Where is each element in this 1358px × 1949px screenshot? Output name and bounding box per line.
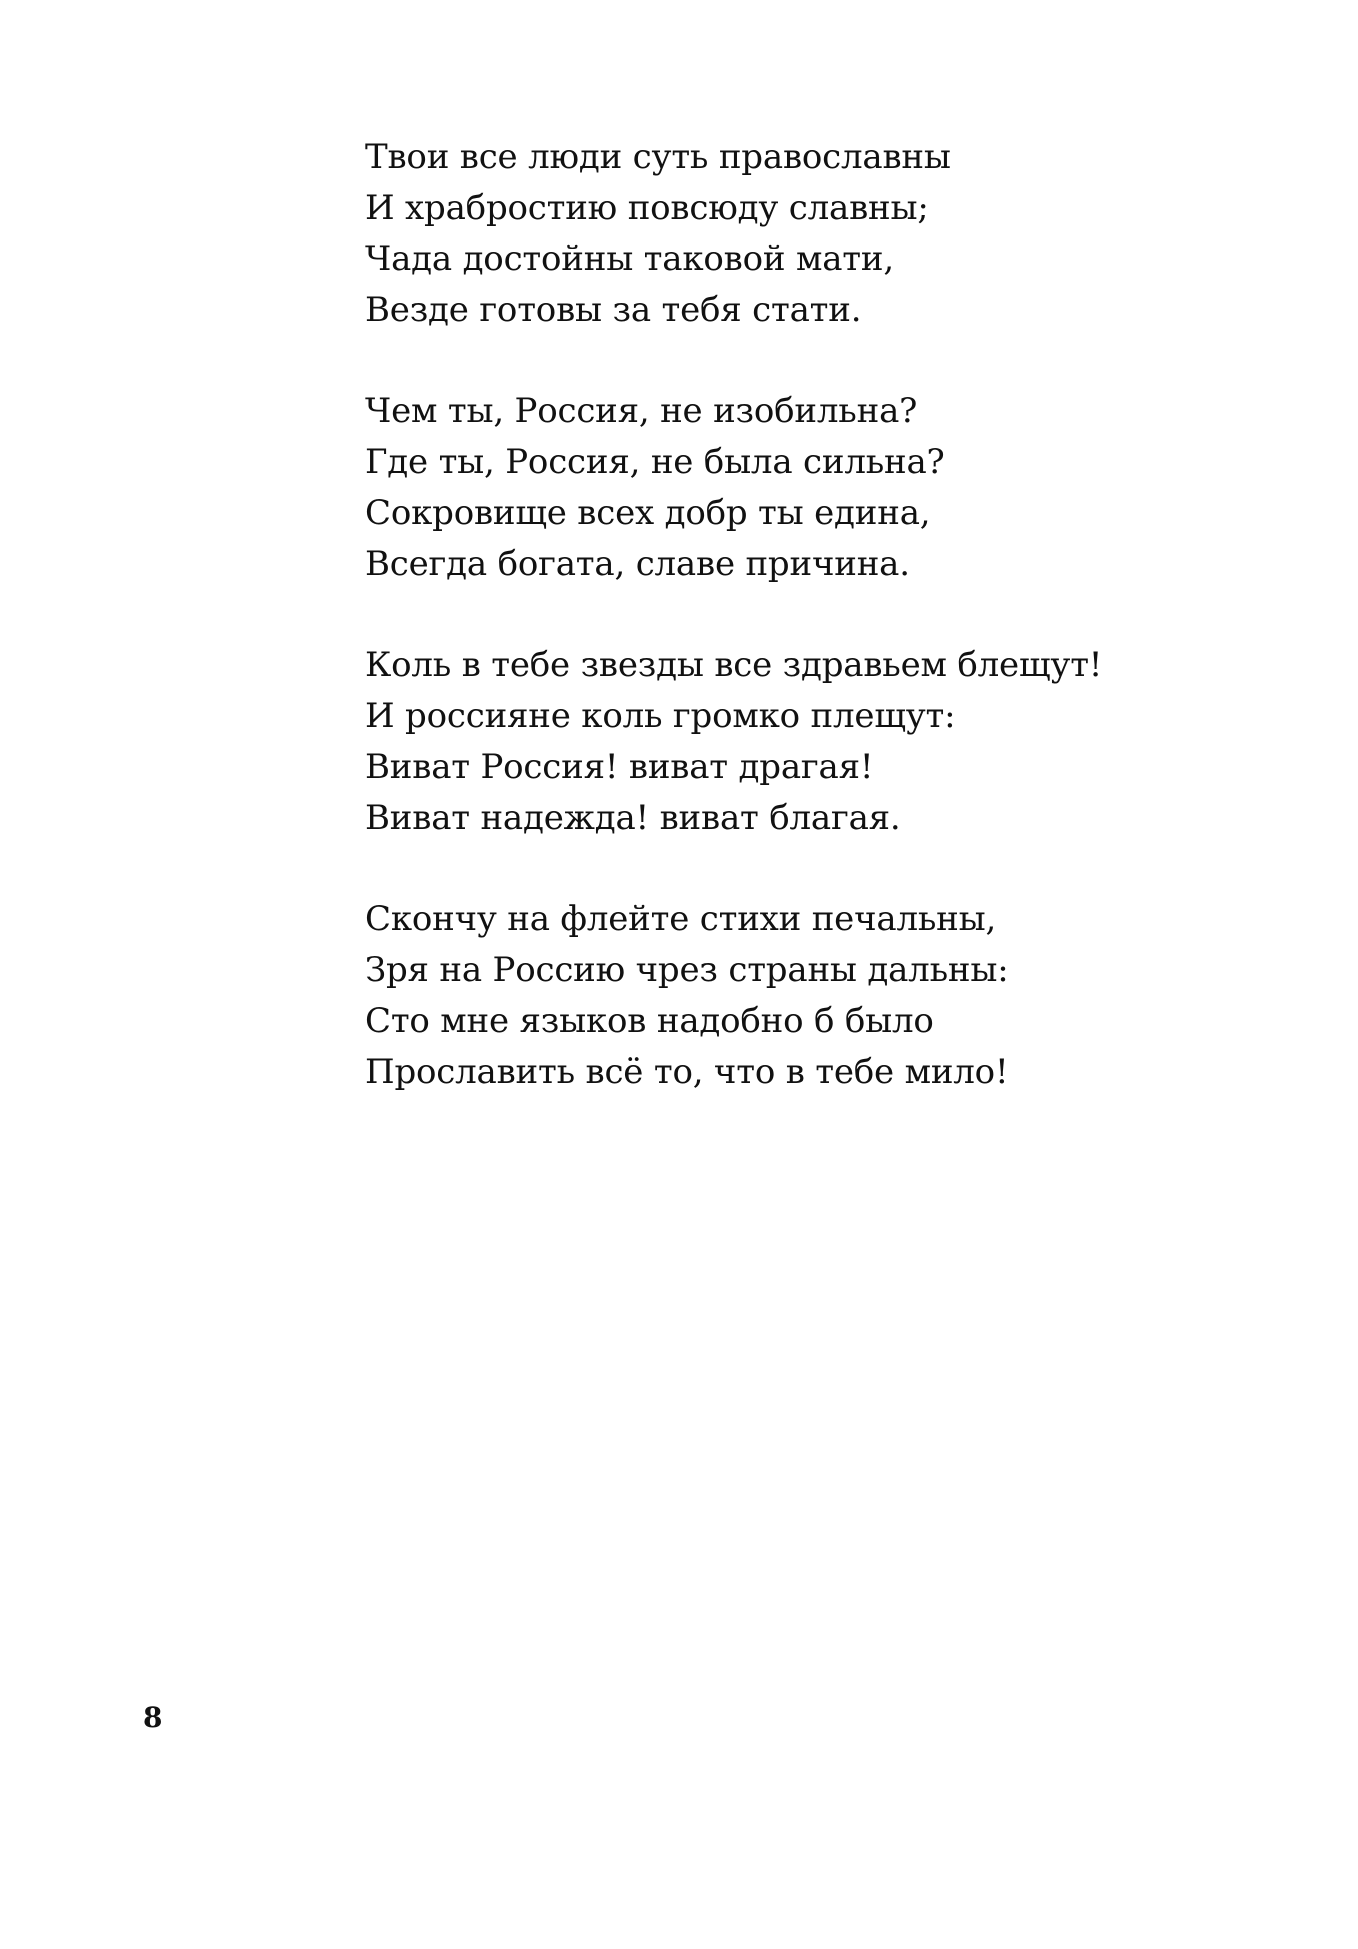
poem-line: И россияне коль громко плещут: — [365, 696, 956, 736]
stanza-1 — [365, 132, 1265, 336]
poem-line: Сокровище всех добр ты едина, — [365, 493, 931, 533]
poem-line: Сто мне языков надобно б было — [365, 1001, 934, 1041]
poem-line: Скончу на флейте стихи печальны, — [365, 899, 997, 939]
poem-line: Чада достойны таковой мати, — [365, 239, 894, 279]
poem-line: Виват Россия! виват драгая! — [365, 747, 874, 787]
poem-text — [365, 132, 1265, 1148]
stanza-4 — [365, 894, 1265, 1098]
poem-line: Чем ты, Россия, не изобильна? — [365, 391, 918, 431]
poem-line: Всегда богата, славе причина. — [365, 544, 910, 584]
poem-line: Виват надежда! виват благая. — [365, 798, 901, 838]
poem-line: Где ты, Россия, не была сильна? — [365, 442, 945, 482]
poem-line: Прославить всё то, что в тебе мило! — [365, 1052, 1009, 1092]
poem-line: Везде готовы за тебя стати. — [365, 290, 862, 330]
stanza-3 — [365, 640, 1265, 844]
page-number: 8 — [143, 1701, 163, 1734]
poem-line: И храбростию повсюду славны; — [365, 188, 929, 228]
poem-line: Коль в тебе звезды все здравьем блещут! — [365, 645, 1103, 685]
poem-line: Зря на Россию чрез страны дальны: — [365, 950, 1009, 990]
poem-line: Твои все люди суть православны — [365, 137, 951, 177]
stanza-2 — [365, 386, 1265, 590]
